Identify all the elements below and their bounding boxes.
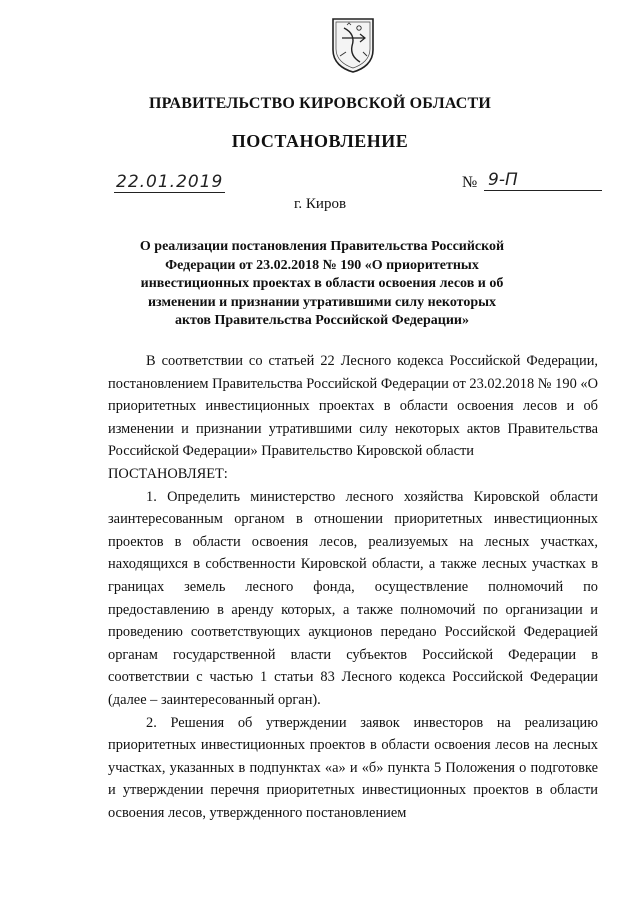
document-number: 9-П — [484, 170, 602, 191]
preamble-paragraph: В соответствии со статьей 22 Лесного кодекса Российской Федерации, постановлением Правительства Российской Федерации от 23.02.2018 № 190 «О приоритетных инвестиционных проектах в области освоения лесов и об изменении и признании утратившими силу некоторых актов Правительства Российской Федерации» Правительство Кировской области — [108, 353, 598, 460]
document-date: 22.01.2019 — [116, 172, 224, 192]
document-body — [108, 350, 598, 824]
coat-of-arms-icon — [330, 16, 376, 74]
clause-1-paragraph: 1. Определить министерство лесного хозяйства Кировской области заинтересованным органом в отношении приоритетных инвестиционных проектов в области освоения лесов, реализуемых на лесных участках, находящихся в собственности Кировской области, а также лесных участках в границах земель лесного фонда, осуществление полномочий по предоставлению в аренду которых, а также полномочий по организации и проведению соответствующих аукционов передано Российской Федерацией органам государственной власти субъектов Российской Федерации в соответствии с частью 1 статьи 83 Лесного кодекса Российской Федерации (далее – заинтересованный орган). — [108, 488, 598, 708]
document-title: О реализации постановления Правительства Российской Федерации от 23.02.2018 № 190 «О приоритетных инвестиционных проектах в области освоения лесов и об изменении и признании утратившими силу некоторых актов Правительства Российской Федерации» — [139, 239, 505, 328]
document-city: г. Киров — [293, 196, 347, 212]
government-name: ПРАВИТЕЛЬСТВО КИРОВСКОЙ ОБЛАСТИ — [148, 95, 492, 112]
decree-word: ПОСТАНОВЛЯЕТ: — [108, 465, 228, 482]
number-label: № — [462, 174, 478, 191]
clause-2-paragraph: 2. Решения об утверждении заявок инвесторов на реализацию приоритетных инвестиционных проектов в области освоения лесов на лесных участках, указанных в подпунктах «а» и «б» пункта 5 Положения о подготовке и утверждении перечня приоритетных инвестиционных проектов в области освоения лесов, утвержденного постановлением — [108, 714, 598, 821]
document-type: ПОСТАНОВЛЕНИЕ — [231, 131, 409, 151]
